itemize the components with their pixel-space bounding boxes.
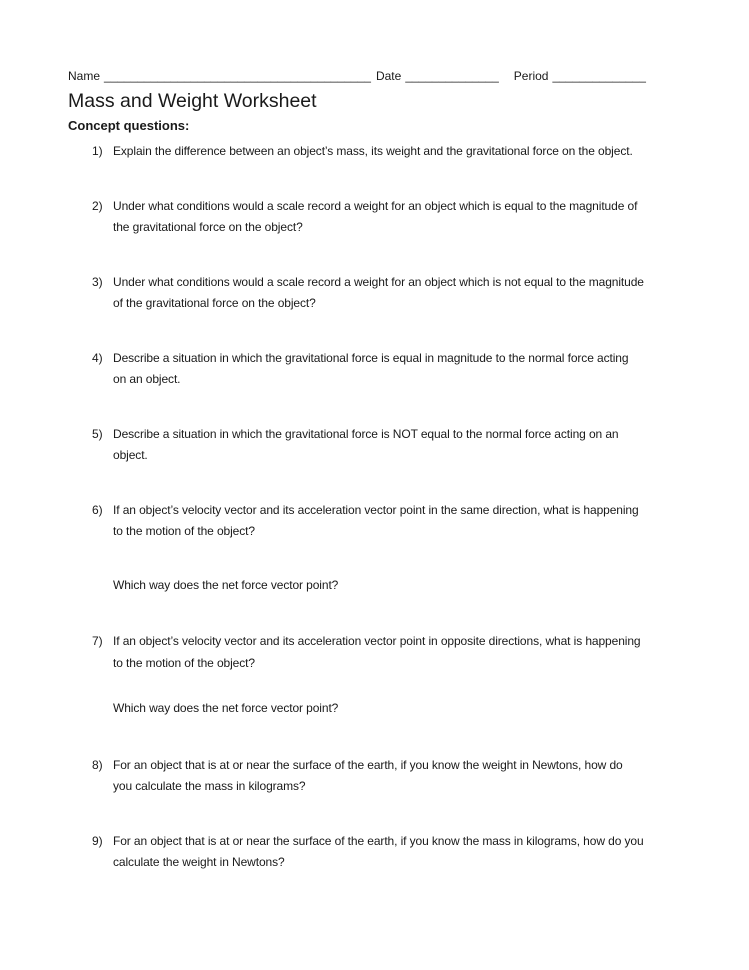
question-number: 1) <box>92 144 103 158</box>
question-text: If an object’s velocity vector and its acceleration vector point in opposite directions, what is happening <box>113 634 641 648</box>
question-text: calculate the weight in Newtons? <box>113 855 285 869</box>
date-blank-line: ______________ <box>405 69 499 83</box>
question-text: to the motion of the object? <box>113 524 255 538</box>
name-blank-line: ________________________________________ <box>104 69 371 83</box>
question-text: Explain the difference between an object’s mass, its weight and the gravitational force on the object. <box>113 144 633 158</box>
name-date-period-row <box>68 68 681 84</box>
question-number: 7) <box>92 634 103 648</box>
page-title: Mass and Weight Worksheet <box>68 90 317 112</box>
question-1 <box>68 141 681 163</box>
question-2 <box>68 196 681 239</box>
question-text: Under what conditions would a scale record a weight for an object which is equal to the magnitude of <box>113 198 638 213</box>
question-number: 6) <box>92 502 103 517</box>
question-number: 9) <box>92 833 103 848</box>
question-4 <box>68 348 681 391</box>
question-6-followup: Which way does the net force vector point? <box>113 577 339 592</box>
question-5 <box>68 424 681 467</box>
question-7 <box>68 631 681 720</box>
question-text: For an object that is at or near the surface of the earth, if you know the mass in kilograms, how do you <box>113 833 644 848</box>
question-number: 4) <box>92 350 103 365</box>
question-9 <box>68 831 681 874</box>
question-text: you calculate the mass in kilograms? <box>113 779 306 793</box>
question-text: Under what conditions would a scale record a weight for an object which is not equal to the magnitude <box>113 274 644 289</box>
question-number: 2) <box>92 198 103 213</box>
period-blank-line: ______________ <box>552 69 646 83</box>
question-text: object. <box>113 448 148 462</box>
question-text: on an object. <box>113 372 181 386</box>
question-text: For an object that is at or near the surface of the earth, if you know the weight in Newtons, how do <box>113 757 623 772</box>
period-label: Period <box>513 69 549 83</box>
name-label: Name <box>68 69 101 83</box>
question-text: of the gravitational force on the object? <box>113 296 316 310</box>
question-number: 5) <box>92 426 103 441</box>
section-heading: Concept questions: <box>68 118 190 133</box>
question-text: If an object’s velocity vector and its acceleration vector point in the same direction, what is happening <box>113 502 639 517</box>
question-3 <box>68 272 681 315</box>
question-text: the gravitational force on the object? <box>113 220 303 234</box>
question-text: Describe a situation in which the gravitational force is equal in magnitude to the normal force acting <box>113 350 629 365</box>
question-8 <box>68 755 681 798</box>
question-number: 8) <box>92 757 103 772</box>
question-text: Describe a situation in which the gravitational force is NOT equal to the normal force acting on an <box>113 426 619 441</box>
question-7-followup: Which way does the net force vector point? <box>113 701 339 715</box>
question-text: to the motion of the object? <box>113 655 255 670</box>
date-label: Date <box>375 69 402 83</box>
question-number: 3) <box>92 274 103 289</box>
question-6 <box>68 500 681 597</box>
question-list <box>68 141 681 874</box>
